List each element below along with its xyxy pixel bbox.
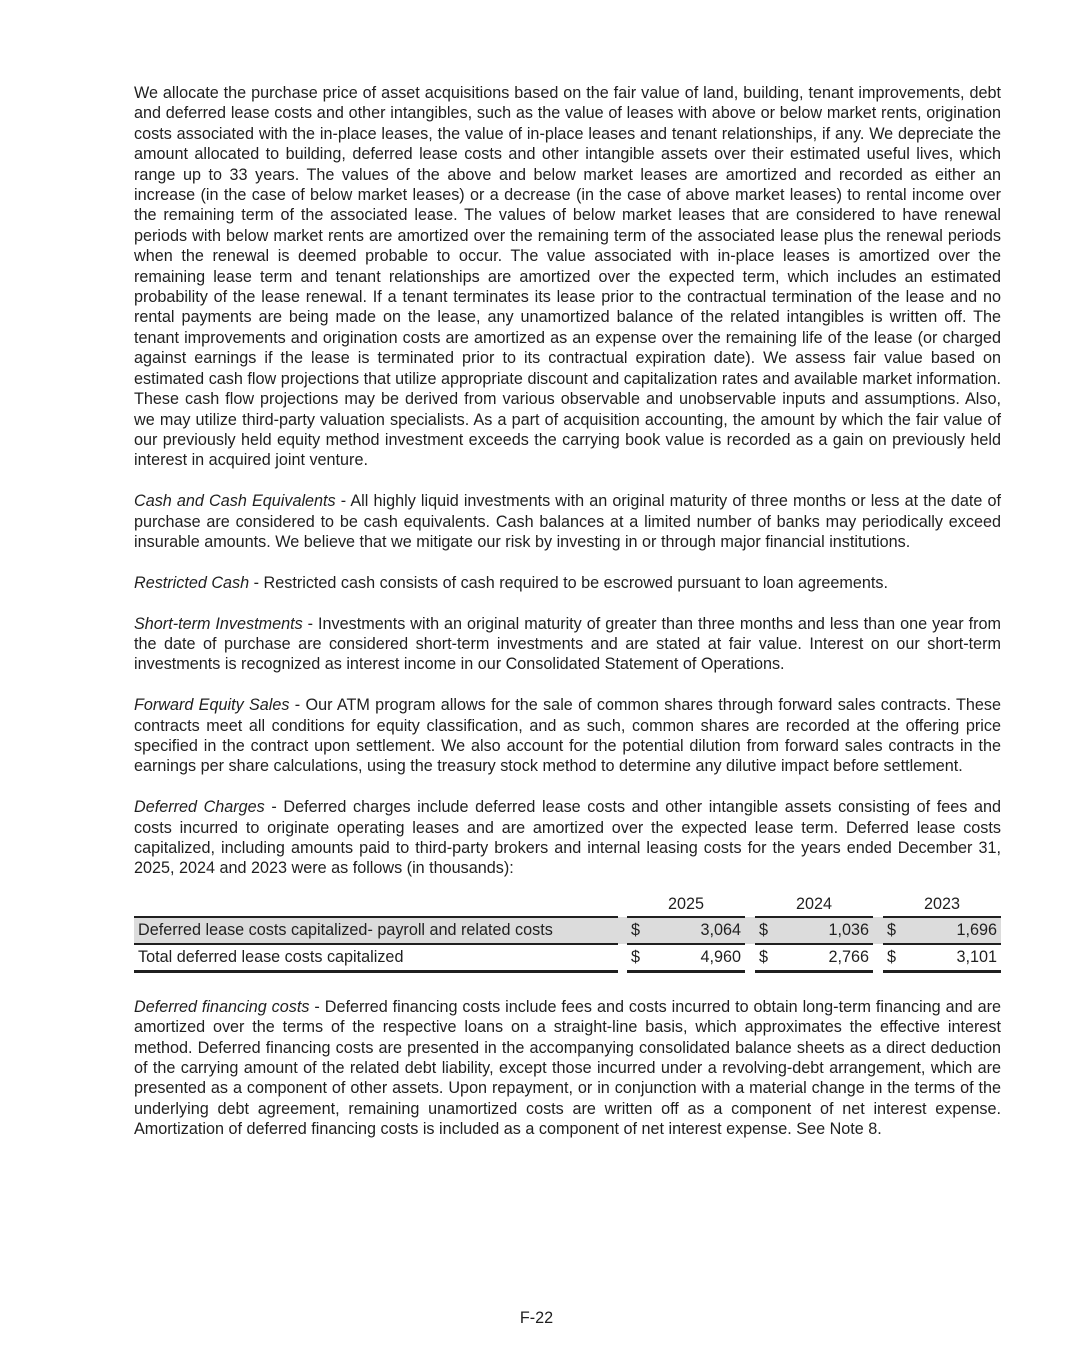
currency-symbol: $ <box>627 917 649 944</box>
cell-value: 1,036 <box>777 917 873 944</box>
row-label: Deferred lease costs capitalized- payroll and related costs <box>134 917 618 944</box>
cell-value: 3,101 <box>905 944 1001 972</box>
deferred-lease-costs-table <box>134 893 1001 973</box>
currency-symbol: $ <box>883 917 905 944</box>
currency-symbol: $ <box>755 917 777 944</box>
cell-value: 3,064 <box>649 917 745 944</box>
deferred-financing-costs-text: - Deferred financing costs include fees and costs incurred to obtain long-term financing and are amortized over the terms of the respective loans on a straight-line basis, which approximates the effective interest method. Deferred financing costs are presented in the accompanying consolidated balance sheets as a direct deduction of the carrying amount of the related debt liability, except those incurred under a revolving-debt arrangement, which are presented as a component of other assets. Upon repayment, or in conjunction with a material change in the terms of the underlying debt agreement, remaining unamortized costs are written off as a component of net interest expense. Amortization of deferred financing costs is included as a component of net interest expense. See Note 8. <box>134 997 1001 1139</box>
currency-symbol: $ <box>627 944 649 972</box>
column-header-year: 2025 <box>668 894 705 913</box>
table-header-row <box>134 893 1001 917</box>
deferred-charges-heading: Deferred Charges <box>134 798 265 817</box>
cash-equivalents-paragraph <box>134 491 1001 552</box>
short-term-investments-heading: Short-term Investments <box>134 614 303 633</box>
forward-equity-sales-paragraph <box>134 695 1001 777</box>
cell-value: 1,696 <box>905 917 1001 944</box>
currency-symbol: $ <box>755 944 777 972</box>
table-row <box>134 917 1001 944</box>
acquisition-accounting-paragraph: We allocate the purchase price of asset acquisitions based on the fair value of land, building, tenant improvements, debt and deferred lease costs and other intangibles, such as the value of leases with above or below market rents, origination costs associated with the in-place leases, the value of in-place leases and tenant relationships, if any. We depreciate the amount allocated to building, deferred lease costs and other intangible assets over their estimated useful lives, which range up to 33 years. The values of the above and below market leases are amortized and recorded as either an increase (in the case of below market leases) or a decrease (in the case of above market leases) to rental income over the remaining term of the associated lease. The values of below market leases that are considered to have renewal periods with below market rents are amortized over the remaining term of the associated lease plus the renewal periods when the renewal is deemed probable to occur. The value associated with in-place leases is amortized over the remaining lease term and tenant relationships are amortized over the expected term, which includes an estimated probability of the lease renewal. If a tenant terminates its lease prior to the contractual termination of the lease and no rental payments are being made on the lease, any unamortized balance of the related intangibles is written off. The tenant improvements and origination costs are amortized as an expense over the remaining life of the lease (or charged against earnings if the lease is terminated prior to its contractual expiration date). We assess fair value based on estimated cash flow projections that utilize appropriate discount and capitalization rates and available market information. These cash flow projections may be derived from various observable and unobservable inputs and assumptions. Also, we may utilize third-party valuation specialists. As a part of acquisition accounting, the amount by which the fair value of our previously held equity method investment exceeds the carrying book value is recorded as a gain on previously held interest in acquired joint venture. <box>134 84 1001 470</box>
deferred-financing-costs-paragraph <box>134 997 1001 1140</box>
cell-value: 4,960 <box>649 944 745 972</box>
forward-equity-sales-text: - Our ATM program allows for the sale of common shares through forward sales contracts. These contracts meet all conditions for equity classification, and as such, common shares are recorded at the offering price specified in the contract upon settlement. We also account for the potential dilution from forward sales contracts in the earnings per share calculations, using the treasury stock method to determine any dilutive impact before settlement. <box>134 696 1001 776</box>
page-number: F-22 <box>519 1309 554 1327</box>
column-header-year: 2024 <box>796 894 833 913</box>
row-label: Total deferred lease costs capitalized <box>134 944 618 972</box>
column-header-year: 2023 <box>924 894 961 913</box>
short-term-investments-text: - Investments with an original maturity of greater than three months and less than one year from the date of purchase are considered short-term investments and are stated at fair value. Interest on our short-term investments is recognized as interest income in our Consolidated Statement of Operations. <box>134 614 1001 674</box>
cell-value: 2,766 <box>777 944 873 972</box>
short-term-investments-paragraph <box>134 614 1001 675</box>
restricted-cash-paragraph <box>134 573 1001 593</box>
deferred-charges-paragraph <box>134 797 1001 879</box>
document-page <box>134 83 1001 1160</box>
restricted-cash-heading: Restricted Cash <box>134 573 250 592</box>
forward-equity-sales-heading: Forward Equity Sales <box>134 696 290 715</box>
restricted-cash-text: - Restricted cash consists of cash required to be escrowed pursuant to loan agreements. <box>249 573 888 592</box>
table-row-total <box>134 944 1001 972</box>
cash-equivalents-heading: Cash and Cash Equivalents <box>134 492 336 511</box>
currency-symbol: $ <box>883 944 905 972</box>
cash-equivalents-text: - All highly liquid investments with an original maturity of three months or less at the date of purchase are considered to be cash equivalents. Cash balances at a limited number of banks may periodically exceed insurable amounts. We believe that we mitigate our risk by investing in or through major financial institutions. <box>134 492 1001 551</box>
deferred-financing-costs-heading: Deferred financing costs <box>134 997 310 1016</box>
deferred-charges-text: - Deferred charges include deferred lease costs and other intangible assets consisting of fees and costs incurred to originate operating leases and are amortized over the expected lease term. Deferred lease costs capitalized, including amounts paid to third-party brokers and internal leasing costs for the years ended December 31, 2025, 2024 and 2023 were as follows (in thousands): <box>134 798 1001 878</box>
